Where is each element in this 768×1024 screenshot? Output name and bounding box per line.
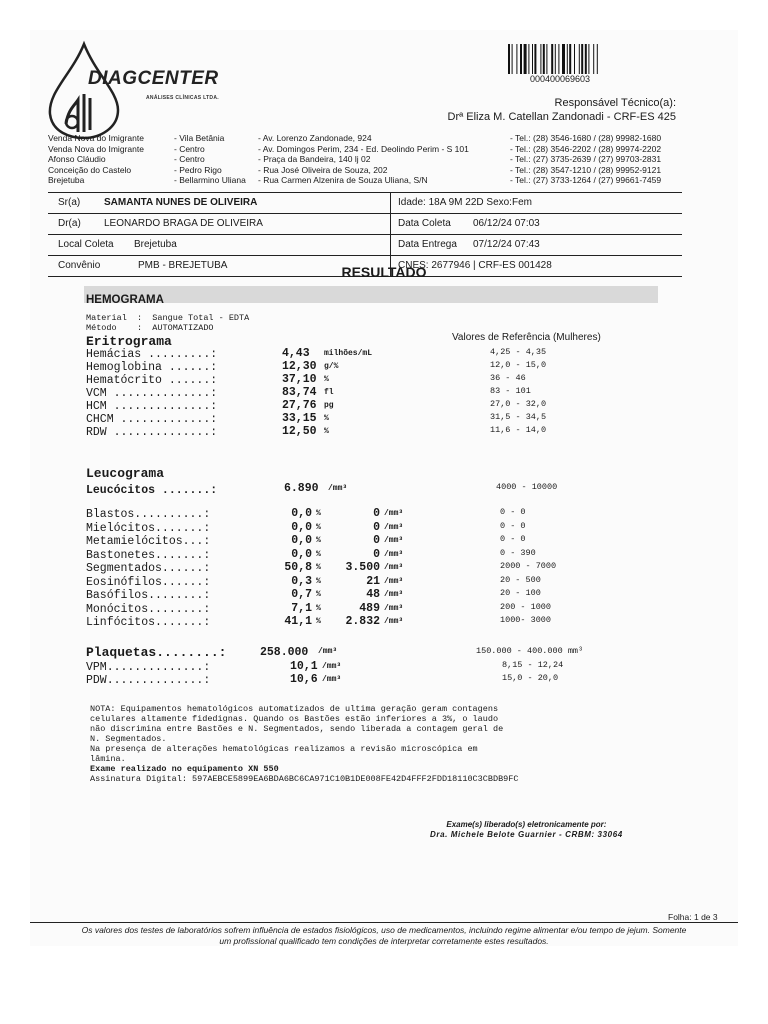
plaquetas-row-value: 10,6 xyxy=(290,673,318,686)
leucograma-row-percent: 0,0 xyxy=(291,547,312,561)
convenio-label: Convênio xyxy=(58,260,101,271)
sr-label: Sr(a) xyxy=(58,197,81,208)
coleta-value: 06/12/24 07:03 xyxy=(473,218,540,229)
leucograma-row-percent-unit: % xyxy=(316,563,321,572)
leucograma-row-absolute-unit: /mm³ xyxy=(384,549,404,559)
leucograma-row-percent-unit: % xyxy=(316,590,321,599)
eritrograma-title: Eritrograma xyxy=(86,334,172,349)
unit-phone: - Tel.: (27) 3735-2639 / (27) 99703-2831 xyxy=(510,154,662,164)
eritrograma-row-ref: 27,0 - 32,0 xyxy=(490,399,547,409)
unit-city: Conceição do Castelo xyxy=(48,164,132,175)
note-line: Na presença de alterações hematológicas realizamos a revisão microscópica em xyxy=(90,744,478,754)
leucograma-row-label: Basófilos........: xyxy=(86,589,211,602)
leucograma-row-percent: 0,0 xyxy=(291,520,312,534)
footer-disclaimer xyxy=(30,925,738,947)
leucograma-row-absolute-unit: /mm³ xyxy=(384,603,404,613)
eritrograma-row-unit: fl xyxy=(324,388,334,397)
units-cities xyxy=(48,133,144,186)
leucograma-row-percent: 0,3 xyxy=(291,574,312,588)
leucograma-row-absolute: 0 xyxy=(373,547,380,561)
eritrograma-row-value: 83,74 xyxy=(282,386,317,399)
local-label: Local Coleta xyxy=(58,239,114,250)
leucograma-row-percent: 0,7 xyxy=(291,588,312,601)
units-phones xyxy=(510,133,661,186)
unit-city: Afonso Cláudio xyxy=(48,154,106,164)
eritrograma-row-unit: g/% xyxy=(324,362,339,371)
units-districts xyxy=(174,133,246,186)
note-block xyxy=(90,704,610,784)
leucograma-row-absolute: 21 xyxy=(366,574,380,588)
convenio-value: PMB - BREJETUBA xyxy=(138,260,228,271)
unit-phone: - Tel.: (28) 3547-1210 / (28) 99952-9121 xyxy=(510,164,662,175)
leucograma-row-absolute-unit: /mm³ xyxy=(384,522,404,532)
leucograma-row-absolute: 489 xyxy=(359,601,380,615)
info-row-patient xyxy=(48,193,682,214)
unit-address: - Av. Lorenzo Zandonade, 924 xyxy=(258,133,372,143)
resp-label: Responsável Técnico(a): xyxy=(554,97,676,109)
resp-name: Drª Eliza M. Catellan Zandonadi - CRF-ES 425 xyxy=(447,111,676,123)
plaquetas-row-ref: 15,0 - 20,0 xyxy=(502,673,559,683)
footer-line-2: um profissional qualificado tem condições de interpretar corretamente estes resultados. xyxy=(219,936,549,946)
footer-line-1: Os valores dos testes de laboratórios sofrem influência de estados fisiológicos, uso de medicamentos, incluindo regime alimentar e/ou tempo de jejum. Somente xyxy=(81,925,687,935)
unit-address: - Rua Carmen Alzenira de Souza Uliana, S/N xyxy=(258,175,428,185)
barcode-number: 000400069603 xyxy=(530,74,591,84)
eritrograma-row-ref: 83 - 101 xyxy=(490,386,531,396)
release-block xyxy=(430,820,623,840)
leucograma-row-percent-unit: % xyxy=(316,509,321,518)
unit-city: Venda Nova do Imigrante xyxy=(48,133,144,143)
leucograma-row-absolute-unit: /mm³ xyxy=(384,509,404,518)
eritrograma-row-value: 4,43 xyxy=(282,347,310,360)
leucograma-row-label: Mielócitos.......: xyxy=(86,521,211,535)
unit-district: - Centro xyxy=(174,143,205,154)
eritrograma-row-label: Hematócrito ......: xyxy=(86,374,218,387)
plaquetas-ref: 150.000 - 400.000 mm³ xyxy=(476,646,584,656)
leucograma-row-label: Blastos..........: xyxy=(86,508,211,521)
note-line: NOTA: Equipamentos hematológicos automatizados de ultima geração geram contagens xyxy=(90,704,499,714)
leucograma-row-percent: 41,1 xyxy=(284,615,312,628)
patient-name: SAMANTA NUNES DE OLIVEIRA xyxy=(104,197,258,208)
plaquetas-row-unit: /mm³ xyxy=(322,675,342,684)
units-addresses xyxy=(258,133,469,186)
coleta-label: Data Coleta xyxy=(398,218,451,229)
leucograma-row-absolute-unit: /mm³ xyxy=(384,590,404,599)
eritrograma-row-value: 27,76 xyxy=(282,399,317,412)
exam-method: Método : AUTOMATIZADO xyxy=(86,323,214,333)
eritrograma-row-label: RDW ..............: xyxy=(86,426,218,439)
dr-label: Dr(a) xyxy=(58,218,81,229)
unit-address: - Rua José Oliveira de Souza, 202 xyxy=(258,164,388,175)
eritrograma-row-ref: 12,0 - 15,0 xyxy=(490,360,547,370)
leucograma-row-percent-unit: % xyxy=(316,549,321,559)
note-line: N. Segmentados. xyxy=(90,734,167,744)
eritrograma-row-label: HCM ..............: xyxy=(86,400,218,413)
eritrograma-row-ref: 11,6 - 14,0 xyxy=(490,425,547,435)
unit-district: - Vila Betânia xyxy=(174,133,225,143)
leucocitos-ref: 4000 - 10000 xyxy=(496,482,558,492)
note-line: lâmina. xyxy=(90,754,126,764)
leucograma-row-percent: 7,1 xyxy=(291,601,312,615)
note-line: celulares altamente fidedignas. Quando os Bastões estão inferiores a 3%, o laudo xyxy=(90,714,499,724)
diagcenter-logo-icon xyxy=(44,40,124,140)
eritrograma-row-ref: 36 - 46 xyxy=(490,373,526,383)
plaquetas-unit: /mm³ xyxy=(318,647,338,656)
note-line: não discrimina entre Bastões e N. Segmentados, sendo liberada a contagem geral de xyxy=(90,724,504,734)
eritrograma-row-value: 12,30 xyxy=(282,360,317,373)
leucograma-row-ref: 2000 - 7000 xyxy=(500,561,557,571)
leucograma-row-absolute: 2.832 xyxy=(345,615,380,628)
unit-phone: - Tel.: (28) 3546-2202 / (28) 99974-2202 xyxy=(510,143,662,154)
leucograma-row-absolute: 0 xyxy=(373,507,380,520)
leucograma-row-ref: 0 - 390 xyxy=(500,547,536,558)
footer-divider xyxy=(30,922,738,923)
release-signer: Dra. Michele Belote Guarnier - CRBM: 33064 xyxy=(430,830,623,839)
leucograma-row-ref: 1000- 3000 xyxy=(500,615,552,625)
plaquetas-row-unit: /mm³ xyxy=(322,662,342,671)
entrega-value: 07/12/24 07:43 xyxy=(473,239,540,250)
plaquetas-row-label: PDW..............: xyxy=(86,674,211,687)
leucograma-row-absolute-unit: /mm³ xyxy=(384,617,404,626)
age-sex: Idade: 18A 9M 22D Sexo:Fem xyxy=(398,197,532,208)
leucograma-row-ref: 20 - 500 xyxy=(500,574,541,585)
plaquetas-row-label: VPM..............: xyxy=(86,661,211,674)
leucograma-row-percent-unit: % xyxy=(316,522,321,532)
reference-header: Valores de Referência (Mulheres) xyxy=(452,332,601,343)
unit-district: - Bellarmino Uliana xyxy=(174,175,246,185)
leucograma-row-percent: 0,0 xyxy=(291,507,312,520)
eritrograma-row-unit: % xyxy=(324,414,329,423)
leucograma-row-percent: 0,0 xyxy=(291,534,312,547)
plaquetas-label: Plaquetas........: xyxy=(86,645,227,660)
eritrograma-row-unit: % xyxy=(324,427,329,436)
leucograma-row-label: Metamielócitos...: xyxy=(86,535,211,548)
logo-subtitle: ANÁLISES CLÍNICAS LTDA. xyxy=(146,95,219,101)
exam-material: Material : Sangue Total - EDTA xyxy=(86,313,250,323)
unit-address: - Praça da Bandeira, 140 lj 02 xyxy=(258,154,371,164)
plaquetas-row-ref: 8,15 - 12,24 xyxy=(502,660,564,670)
leucograma-row-percent-unit: % xyxy=(316,603,321,613)
unit-district: - Centro xyxy=(174,154,205,164)
unit-city: Brejetuba xyxy=(48,175,85,185)
page-number: Folha: 1 de 3 xyxy=(668,912,718,922)
logo-name: DIAGCENTER xyxy=(88,68,219,89)
exam-header-bar xyxy=(84,286,658,303)
leucograma-row-label: Eosinófilos......: xyxy=(86,575,211,589)
leucograma-row-percent-unit: % xyxy=(316,536,321,545)
leucograma-row-absolute-unit: /mm³ xyxy=(384,576,404,586)
leucograma-row-absolute: 0 xyxy=(373,520,380,534)
eritrograma-row-label: CHCM .............: xyxy=(86,413,218,426)
doctor-name: LEONARDO BRAGA DE OLIVEIRA xyxy=(104,218,263,229)
leucograma-row-absolute: 0 xyxy=(373,534,380,547)
leucograma-row-ref: 20 - 100 xyxy=(500,588,541,598)
equipment-note: Exame realizado no equipamento XN 550 xyxy=(90,764,279,774)
leucograma-row-percent-unit: % xyxy=(316,617,321,626)
barcode-icon xyxy=(508,44,628,74)
eritrograma-row-value: 12,50 xyxy=(282,425,317,438)
unit-phone: - Tel.: (28) 3546-1680 / (28) 99982-1680 xyxy=(510,133,662,143)
eritrograma-row-value: 33,15 xyxy=(282,412,317,425)
exam-name: HEMOGRAMA xyxy=(86,294,164,306)
leucograma-row-label: Bastonetes.......: xyxy=(86,548,211,562)
leucograma-row-absolute-unit: /mm³ xyxy=(384,563,404,572)
info-row-doctor xyxy=(48,214,682,235)
leucograma-row-ref: 0 - 0 xyxy=(500,507,526,517)
eritrograma-row-label: Hemácias .........: xyxy=(86,348,218,361)
leucocitos-value: 6.890 xyxy=(284,482,319,495)
leucograma-row-label: Segmentados......: xyxy=(86,562,211,575)
responsible-technician xyxy=(448,96,676,124)
eritrograma-row-label: Hemoglobina ......: xyxy=(86,361,218,374)
eritrograma-row-ref: 31,5 - 34,5 xyxy=(490,412,547,422)
leucograma-row-percent-unit: % xyxy=(316,576,321,586)
leucograma-row-label: Linfócitos.......: xyxy=(86,616,211,629)
leucograma-row-ref: 200 - 1000 xyxy=(500,601,552,612)
unit-address: - Av. Domingos Perim, 234 - Ed. Deolindo Perim - S 101 xyxy=(258,143,469,154)
plaquetas-value: 258.000 xyxy=(260,646,309,659)
leucograma-row-absolute: 3.500 xyxy=(345,561,380,574)
eritrograma-row-unit: milhões/mL xyxy=(324,349,373,358)
eritrograma-row-unit: % xyxy=(324,375,329,384)
leucocitos-unit: /mm³ xyxy=(328,484,348,493)
leucograma-row-percent: 50,8 xyxy=(284,561,312,574)
eritrograma-row-unit: pg xyxy=(324,401,334,410)
leucograma-row-absolute: 48 xyxy=(366,588,380,601)
leucograma-row-label: Monócitos........: xyxy=(86,602,211,616)
unit-district: - Pedro Rigo xyxy=(174,164,222,175)
eritrograma-row-ref: 4,25 - 4,35 xyxy=(490,347,547,357)
digital-signature: Assinatura Digital: 597AEBCE5899EA6BDA6BC6CA971C10B1DE008FE42D4FFF2FDD18110C3CBDB9FC xyxy=(90,774,519,784)
eritrograma-row-label: VCM ..............: xyxy=(86,387,218,400)
leucocitos-label: Leucócitos .......: xyxy=(86,484,218,497)
plaquetas-row-value: 10,1 xyxy=(290,660,318,673)
release-label: Exame(s) liberado(s) eletronicamente por: xyxy=(446,820,607,829)
eritrograma-row-value: 37,10 xyxy=(282,373,317,386)
cnes-crf: CNES: 2677946 | CRF-ES 001428 xyxy=(398,260,552,271)
local-value: Brejetuba xyxy=(134,239,177,250)
entrega-label: Data Entrega xyxy=(398,239,457,250)
leucograma-title: Leucograma xyxy=(86,466,165,481)
leucograma-row-ref: 0 - 0 xyxy=(500,534,526,544)
leucograma-row-absolute-unit: /mm³ xyxy=(384,536,404,545)
info-row-local xyxy=(48,235,682,256)
unit-city: Venda Nova do Imigrante xyxy=(48,143,144,154)
unit-phone: - Tel.: (27) 3733-1264 / (27) 99661-7459 xyxy=(510,175,662,185)
page-title: RESULTADO xyxy=(341,264,427,280)
leucograma-row-ref: 0 - 0 xyxy=(500,520,526,531)
